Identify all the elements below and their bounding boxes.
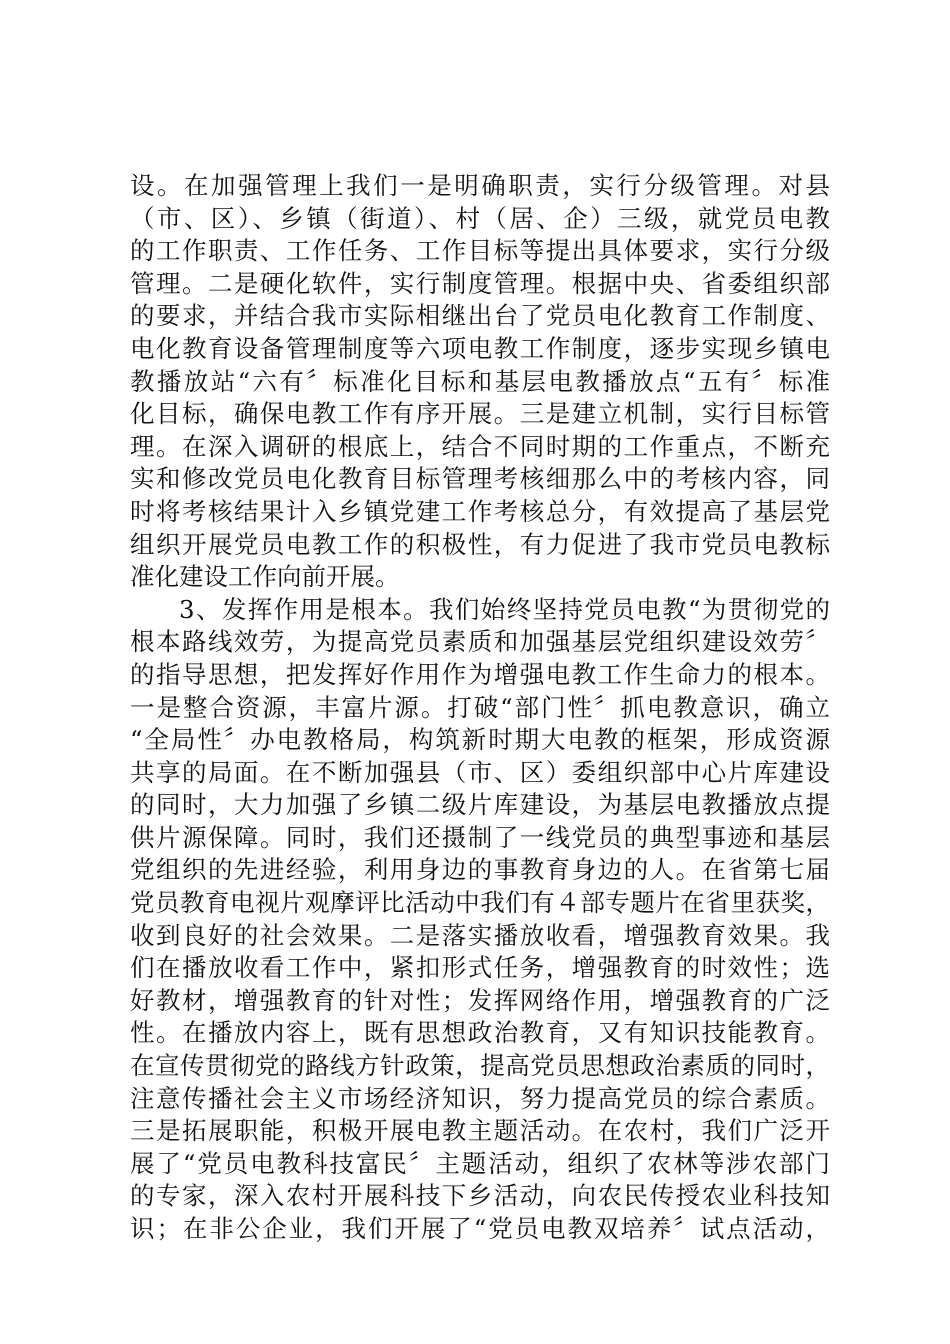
- text-line: 的工作职责、工作任务、工作目标等提出具体要求，实行分级: [130, 236, 830, 266]
- text-line: 性。在播放内容上，既有思想政治教育，又有知识技能教育。: [130, 1018, 830, 1048]
- text-line: 教播放站“六有〞标准化目标和基层电教播放点“五有〞标准: [130, 366, 830, 396]
- text-line: 时将考核结果计入乡镇党建工作考核总分，有效提高了基层党: [130, 496, 830, 526]
- text-line: 收到良好的社会效果。二是落实播放收看，增强教育效果。我: [130, 920, 830, 950]
- text-line: 展了“党员电教科技富民〞主题活动，组织了农林等涉农部门: [130, 1148, 830, 1178]
- text-line: 的同时，大力加强了乡镇二级片库建设，为基层电教播放点提: [130, 790, 830, 820]
- text-line: 的要求，并结合我市实际相继出台了党员电化教育工作制度、: [130, 301, 830, 331]
- text-line: 识；在非公企业，我们开展了“党员电教双培养〞试点活动，: [130, 1214, 830, 1243]
- text-line: 们在播放收看工作中，紧扣形式任务，增强教育的时效性；选: [130, 953, 830, 983]
- text-line: 共享的局面。在不断加强县（市、区）委组织部中心片库建设: [130, 757, 830, 787]
- text-line: 三是拓展职能，积极开展电教主题活动。在农村，我们广泛开: [130, 1116, 830, 1146]
- text-line: 管理。二是硬化软件，实行制度管理。根据中央、省委组织部: [130, 268, 830, 298]
- text-line: 注意传播社会主义市场经济知识，努力提高党员的综合素质。: [130, 1083, 830, 1113]
- text-line: （市、区）、乡镇（街道）、村（居、企）三级，就党员电教: [130, 203, 830, 233]
- text-line: 党组织的先进经验，利用身边的事教育身边的人。在省第七届: [130, 855, 830, 885]
- text-line: 党员教育电视片观摩评比活动中我们有４部专题片在省里获奖，: [130, 888, 830, 918]
- text-line: 设。在加强管理上我们一是明确职责，实行分级管理。对县: [130, 171, 830, 200]
- text-line: “全局性〞办电教格局，构筑新时期大电教的框架，形成资源: [130, 725, 830, 755]
- text-line: 化目标，确保电教工作有序开展。三是建立机制，实行目标管: [130, 399, 830, 429]
- text-line: 实和修改党员电化教育目标管理考核细那么中的考核内容，同: [130, 464, 830, 494]
- text-line: 在宣传贯彻党的路线方针政策，提高党员思想政治素质的同时，: [130, 1051, 830, 1081]
- text-line: 根本路线效劳，为提高党员素质和加强基层党组织建设效劳〞: [130, 627, 830, 657]
- text-line: 的指导思想，把发挥好作用作为增强电教工作生命力的根本。: [130, 659, 830, 689]
- body-text: [130, 170, 830, 1246]
- text-line: 一是整合资源，丰富片源。打破“部门性〞抓电教意识，确立: [130, 692, 830, 722]
- text-line: 供片源保障。同时，我们还摄制了一线党员的典型事迹和基层: [130, 822, 830, 852]
- paragraph-start-line: 3、发挥作用是根本。我们始终坚持党员电教“为贯彻党的: [179, 594, 830, 624]
- paragraph-end-line: 准化建设工作向前开展。: [130, 562, 400, 592]
- text-line: 好教材，增强教育的针对性；发挥网络作用，增强教育的广泛: [130, 985, 830, 1015]
- text-line: 的专家，深入农村开展科技下乡活动，向农民传授农业科技知: [130, 1181, 830, 1211]
- text-line: 理。在深入调研的根底上，结合不同时期的工作重点，不断充: [130, 431, 830, 461]
- text-line: 电化教育设备管理制度等六项电教工作制度，逐步实现乡镇电: [130, 333, 830, 363]
- text-line: 组织开展党员电教工作的积极性，有力促进了我市党员电教标: [130, 529, 830, 559]
